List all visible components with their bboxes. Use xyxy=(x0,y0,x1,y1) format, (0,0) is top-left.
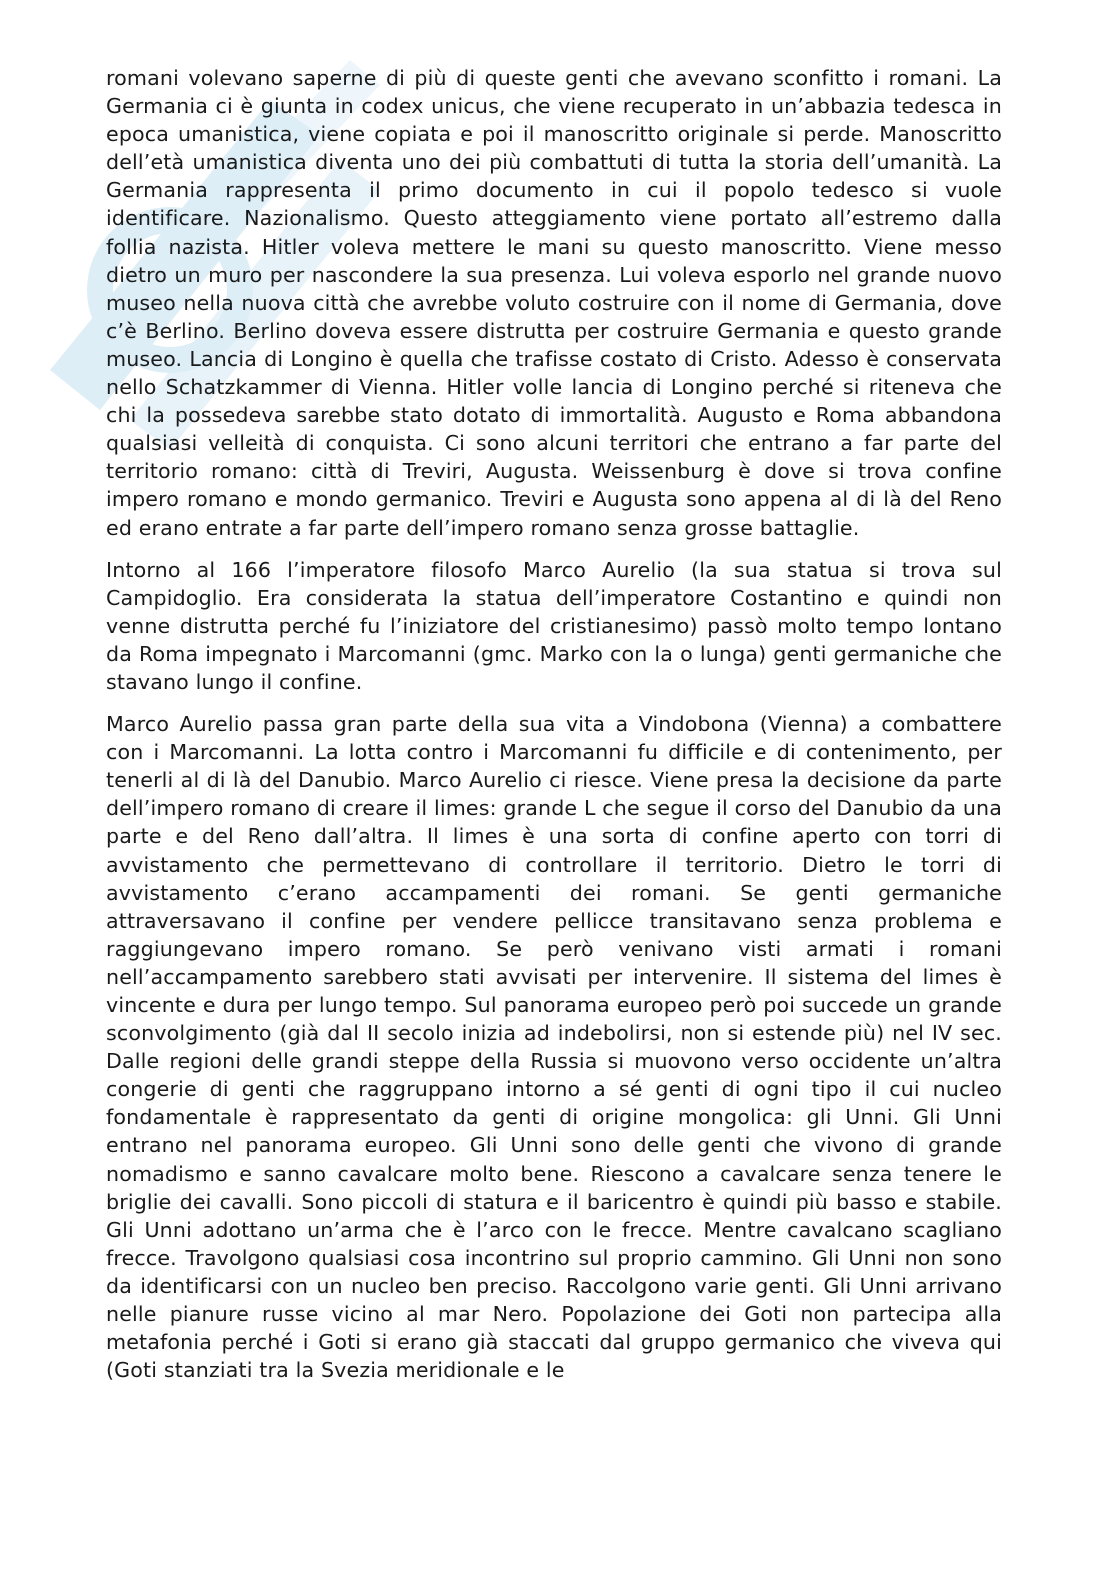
paragraph: romani volevano saperne di più di queste genti che avevano sconfitto i romani. La Germania ci è giunta in codex unicus, che viene recuperato in un’abbazia tedesca in epoca umanistica, viene copiata e poi il manoscritto originale si perde. Manoscritto dell’età umanistica diventa uno dei più combattuti di tutta la storia dell’umanità. La Germania rappresenta il primo documento in cui il popolo tedesco si vuole identificare. Nazionalismo. Questo atteggiamento viene portato all’estremo dalla follia nazista. Hitler voleva mettere le mani su questo manoscritto. Viene messo dietro un muro per nascondere la sua presenza. Lui voleva esporlo nel grande nuovo museo nella nuova città che avrebbe voluto costruire con il nome di Germania, dove c’è Berlino. Berlino doveva essere distrutta per costruire Germania e questo grande museo. Lancia di Longino è quella che trafisse costato di Cristo. Adesso è conservata nello Schatzkammer di Vienna. Hitler volle lancia di Longino perché si riteneva che chi la possedeva sarebbe stato dotato di immortalità. Augusto e Roma abbandona qualsiasi velleità di conquista. Ci sono alcuni territori che entrano a far parte del territorio romano: città di Treviri, Augusta. Weissenburg è dove si trova confine impero romano e mondo germanico. Treviri e Augusta sono appena al di là del Reno ed erano entrate a far parte dell’impero romano senza grosse battaglie. xyxy=(106,66,1002,540)
paragraph: Marco Aurelio passa gran parte della sua vita a Vindobona (Vienna) a combattere con i Marcomanni. La lotta contro i Marcomanni fu difficile e di contenimento, per tenerli al di là del Danubio. Marco Aurelio ci riesce. Viene presa la decisione da parte dell’impero romano di creare il limes: grande L che segue il corso del Danubio da una parte e del Reno dall’altra. Il limes è una sorta di confine aperto con torri di avvistamento che permettevano di controllare il territorio. Dietro le torri di avvistamento c’erano accampamenti dei romani. Se genti germaniche attraversavano il confine per vendere pellicce transitavano senza problema e raggiungevano impero romano. Se però venivano visti armati i romani nell’accampamento sarebbero stati avvisati per intervenire. Il sistema del limes è vincente e dura per lungo tempo. Sul panorama europeo però poi succede un grande sconvolgimento (già dal II secolo inizia ad indebolirsi, non si estende più) nel IV sec. Dalle regioni delle grandi steppe della Russia si muovono verso occidente un’altra congerie di genti che raggruppano intorno a sé genti di ogni tipo il cui nucleo fondamentale è rappresentato da genti di origine mongolica: gli Unni. Gli Unni entrano nel panorama europeo. Gli Unni sono delle genti che vivono di grande nomadismo e sanno cavalcare molto bene. Riescono a cavalcare senza tenere le briglie dei cavalli. Sono piccoli di statura e il baricentro è quindi più basso e stabile. Gli Unni adottano un’arma che è l’arco con le frecce. Mentre cavalcano scagliano frecce. Travolgono qualsiasi cosa incontrino sul proprio cammino. Gli Unni non sono da identificarsi con un nucleo ben preciso. Raccolgono varie genti. Gli Unni arrivano nelle pianure russe vicino al mar Nero. Popolazione dei Goti non partecipa alla metafonia perché i Goti si erano già staccati dal gruppo germanico che viveva qui (Goti stanziati tra la Svezia meridionale e le xyxy=(106,712,1002,1383)
paragraph: Intorno al 166 l’imperatore filosofo Marco Aurelio (la sua statua si trova sul Campidoglio. Era considerata la statua dell’imperatore Costantino e quindi non venne distrutta perché fu l’iniziatore del cristianesimo) passò molto tempo lontano da Roma impegnato i Marcomanni (gmc. Marko con la o lunga) genti germaniche che stavano lungo il confine. xyxy=(106,557,1002,694)
document-body xyxy=(106,64,1002,1398)
